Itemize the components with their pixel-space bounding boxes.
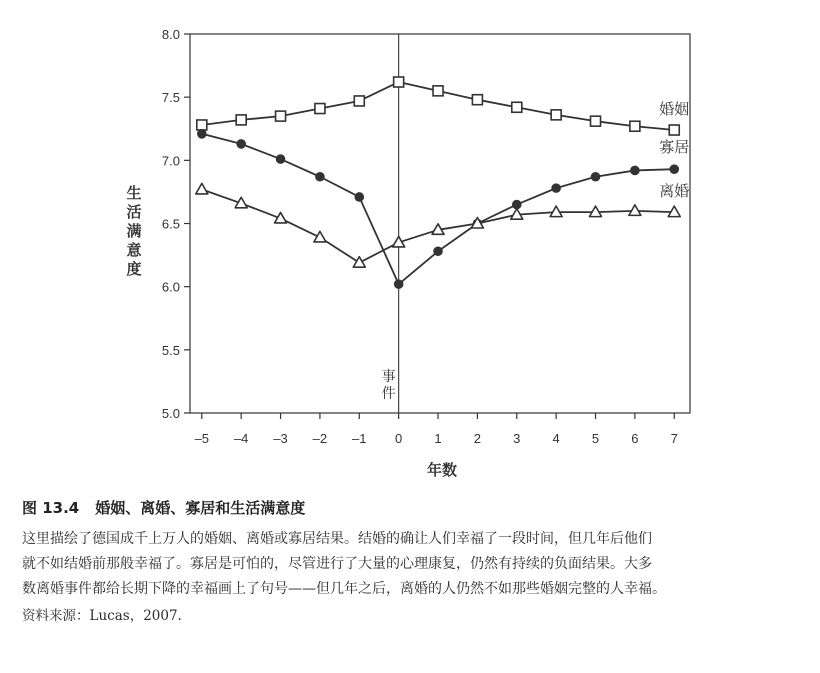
data-point-square [512,102,522,112]
x-tick-label: 5 [591,431,600,446]
data-point-square [630,121,640,131]
data-point-square [236,115,246,125]
y-tick-label: 5.0 [161,406,180,421]
data-point-circle [591,172,600,181]
event-label-char: 件 [381,386,396,402]
data-point-square [276,111,286,121]
data-point-square [197,120,207,130]
x-axis-label: 年数 [426,461,458,479]
data-point-circle [552,184,561,193]
data-point-square [433,86,443,96]
y-axis-label-char: 满 [126,222,142,240]
x-tick-label: 0 [395,431,403,446]
data-point-circle [276,155,285,164]
chart-series [196,77,680,288]
figure-number: 图 13.4 [22,499,80,517]
data-point-triangle [314,231,326,242]
chart-labels [126,100,689,479]
x-tick-label: 7 [670,431,678,446]
x-tick-label: –3 [273,431,288,446]
figure-title: 婚姻、离婚、寡居和生活满意度 [95,499,306,517]
data-point-triangle [196,183,208,194]
data-point-triangle [353,257,365,268]
caption-line-1: 这里描绘了德国成千上万人的婚姻、离婚或寡居结果。结婚的确让人们幸福了一段时间，但几年后他们 [22,531,652,547]
x-tick-label: 3 [513,431,521,446]
data-point-square [591,116,601,126]
series-label: 寡居 [659,138,690,157]
series-label: 婚姻 [659,100,690,119]
y-axis-label-char: 活 [126,203,142,221]
x-tick-label: –5 [194,431,210,446]
caption-title-line [22,497,812,518]
series-line-寡居 [202,134,674,284]
x-tick-label: –4 [233,431,249,446]
data-point-square [472,95,482,105]
series-label: 离婚 [659,182,690,201]
data-point-circle [394,280,403,289]
data-point-square [394,77,404,87]
x-tick-label: 2 [473,431,482,446]
x-tick-label: 6 [631,431,639,446]
y-tick-label: 6.0 [161,279,180,295]
x-tick-label: –1 [352,431,367,446]
y-tick-label: 7.5 [161,90,180,106]
y-tick-label: 6.5 [161,216,180,232]
data-point-circle [670,165,679,174]
caption-line-3: 数离婚事件都给长期下降的幸福画上了句号——但几年之后，离婚的人仍然不如那些婚姻完整的人幸福。 [22,581,666,597]
x-tick-label: –2 [312,431,328,446]
data-point-circle [631,166,640,175]
data-point-square [315,104,325,114]
x-tick-label: 1 [434,431,442,446]
data-point-square [551,110,561,120]
data-point-circle [512,200,521,209]
data-point-circle [237,140,246,149]
data-point-circle [316,172,325,181]
data-point-square [669,125,679,135]
x-tick-label: 4 [552,431,560,446]
caption-source: 资料来源：Lucas，2007. [22,608,182,624]
y-axis-label-char: 度 [126,260,142,278]
y-tick-label: 8.0 [161,27,180,42]
caption-line-2: 就不如结婚前那般幸福了。寡居是可怕的，尽管进行了大量的心理康复，仍然有持续的负面结果。大多 [22,556,652,572]
data-point-square [354,96,364,106]
figure-caption [22,497,812,629]
data-point-circle [434,247,443,256]
y-tick-label: 5.5 [161,342,180,358]
caption-body [22,527,812,602]
event-label-char: 事 [381,369,396,385]
data-point-circle [198,130,207,139]
y-axis-label-char: 意 [126,241,142,259]
chart-axes [162,27,690,446]
data-point-circle [355,193,364,202]
y-tick-label: 7.0 [161,153,180,169]
y-axis-label-char: 生 [126,184,142,202]
